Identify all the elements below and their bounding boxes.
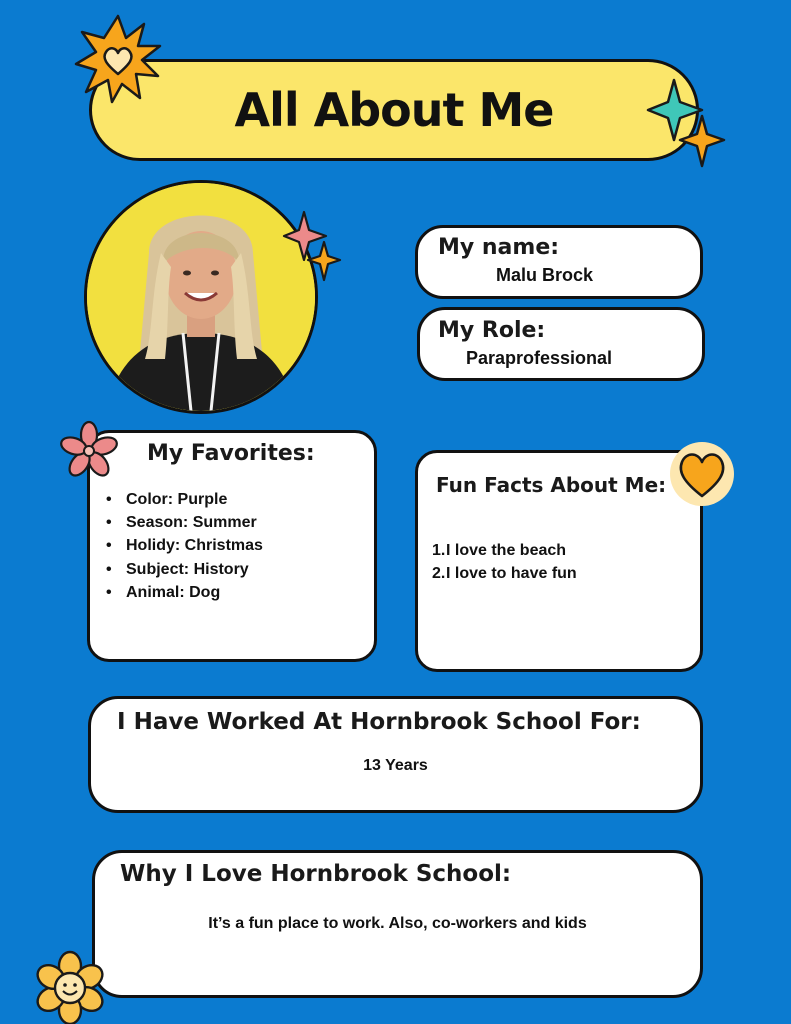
list-item [432, 539, 577, 562]
favorites-card [87, 430, 377, 662]
sunburst-heart-icon [72, 12, 164, 104]
fun-facts-list [432, 539, 577, 585]
sparkle-pair-icon [282, 208, 344, 284]
sparkle-icon [646, 76, 728, 172]
fun-facts-card [415, 450, 703, 672]
role-value: Paraprofessional [466, 348, 613, 368]
worked-value: 13 Years [363, 757, 428, 774]
heart-icon [668, 440, 736, 508]
portrait-image [87, 183, 315, 411]
list-number: 2. [432, 565, 446, 583]
favorites-list [106, 488, 263, 604]
list-item [432, 562, 577, 585]
smiley-flower-icon [30, 950, 110, 1024]
worked-card [88, 696, 703, 813]
flower-icon [56, 420, 122, 482]
why-card [92, 850, 703, 998]
list-item: • Holidy: Christmas [106, 534, 263, 557]
list-text: I love to have fun [446, 565, 577, 583]
list-item: • Animal: Dog [106, 581, 263, 604]
title-banner [89, 59, 699, 161]
favorites-heading: My Favorites: [147, 441, 315, 466]
page-title: All About Me [234, 83, 554, 137]
role-card [417, 307, 705, 381]
list-text: I love the beach [446, 542, 567, 559]
list-item: • Subject: History [106, 558, 263, 581]
worked-heading: I Have Worked At Hornbrook School For: [117, 709, 641, 735]
name-card [415, 225, 703, 299]
fun-facts-heading: Fun Facts About Me: [436, 473, 667, 497]
why-value: It’s a fun place to work. Also, co-workers and kids [208, 915, 587, 932]
list-item: • Season: Summer [106, 511, 263, 534]
list-number: 1. [432, 542, 446, 559]
role-label: My Role: [438, 318, 546, 343]
name-label: My name: [438, 235, 560, 260]
list-item: • Color: Purple [106, 488, 263, 511]
name-value: Malu Brock [496, 265, 594, 285]
why-heading: Why I Love Hornbrook School: [120, 861, 512, 887]
